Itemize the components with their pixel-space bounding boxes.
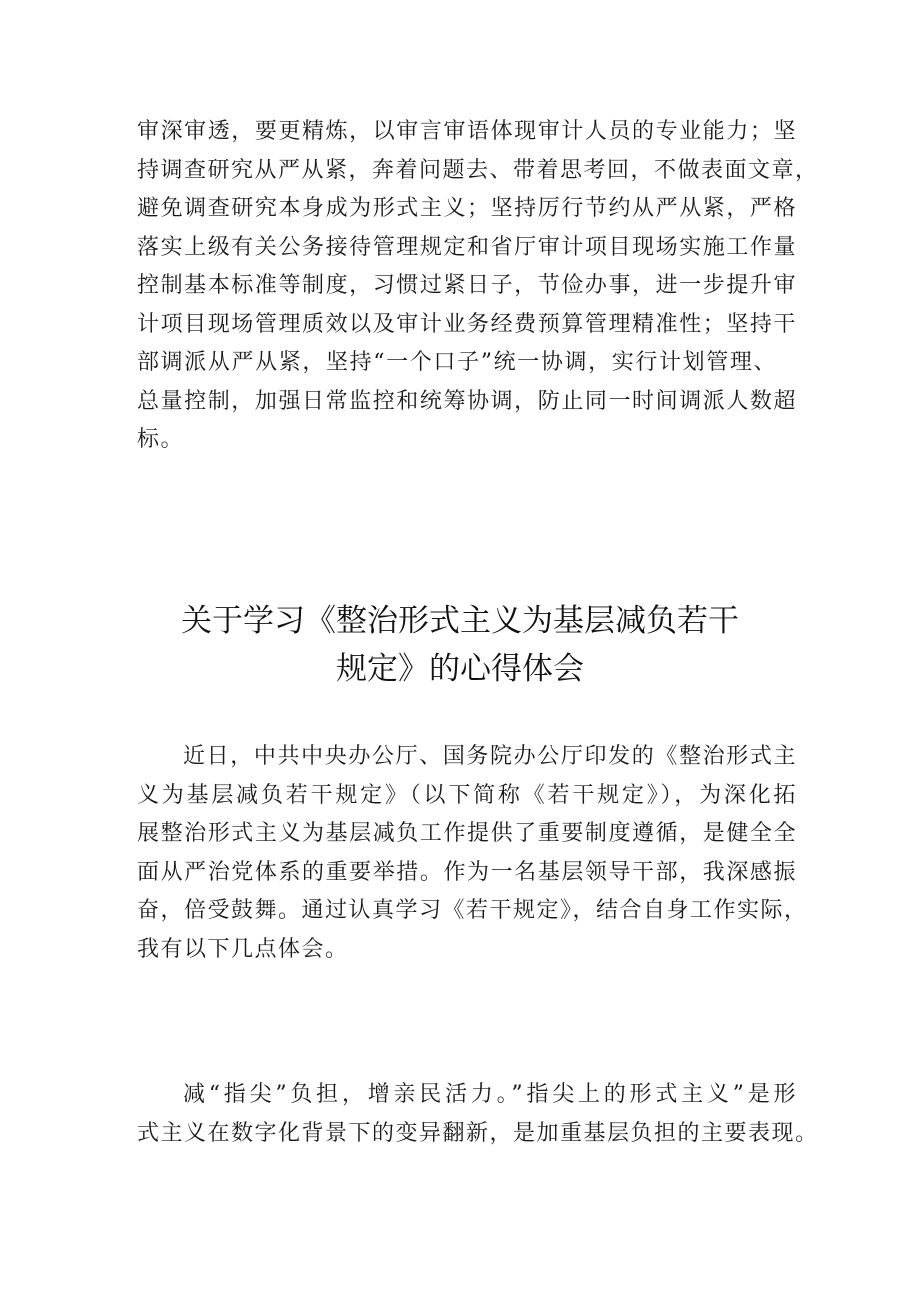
paragraph-line: 持调查研究从严从紧，奔着问题去、带着思考回，不做表面文章，: [137, 157, 819, 183]
paragraph-line: 近日，中共中央办公厅、国务院办公厅印发的《整治形式主: [183, 744, 797, 769]
article-title-line-2: 规定》的心得体会: [336, 651, 584, 687]
paragraph-line: 展整治形式主义为基层减负工作提供了重要制度遵循，是健全全: [137, 821, 797, 846]
intro-paragraph: [137, 738, 808, 969]
continuation-paragraph: [137, 113, 819, 460]
paragraph-line: 计项目现场管理质效以及审计业务经费预算管理精准性；坚持干: [137, 311, 797, 337]
paragraph-line: 审深审透，要更精炼，以审言审语体现审计人员的专业能力；坚: [137, 119, 797, 144]
paragraph-line: 减“指尖”负担，增亲民活力。”指尖上的形式主义”是形: [183, 1082, 797, 1107]
paragraph-line: 式主义在数字化背景下的变异翻新，是加重基层负担的主要表现。: [137, 1120, 819, 1146]
paragraph-line: 避免调查研究本身成为形式主义；坚持厉行节约从严从紧，严格: [137, 196, 797, 221]
paragraph-line: 标。: [137, 427, 185, 452]
paragraph-line: 部调派从严从紧，坚持“一个口子”统一协调，实行计划管理、: [137, 350, 777, 375]
paragraph-line: 落实上级有关公务接待管理规定和省厅审计项目现场实施工作量: [137, 234, 797, 260]
paragraph-line: 我有以下几点体会。: [137, 936, 349, 962]
paragraph-line: 总量控制，加强日常监控和统筹协调，防止同一时间调派人数超: [137, 388, 797, 414]
section-paragraph: [137, 1076, 819, 1153]
article-title-line-1: 关于学习《整治形式主义为基层减负若干: [181, 603, 739, 639]
paragraph-line: 义为基层减负若干规定》（以下简称《若干规定》），为深化拓: [137, 782, 797, 808]
paragraph-line: 奋，倍受鼓舞。通过认真学习《若干规定》，结合自身工作实际，: [137, 898, 808, 923]
paragraph-line: 控制基本标准等制度，习惯过紧日子，节俭办事，进一步提升审: [137, 273, 797, 298]
paragraph-line: 面从严治党体系的重要举措。作为一名基层领导干部，我深感振: [137, 859, 797, 885]
